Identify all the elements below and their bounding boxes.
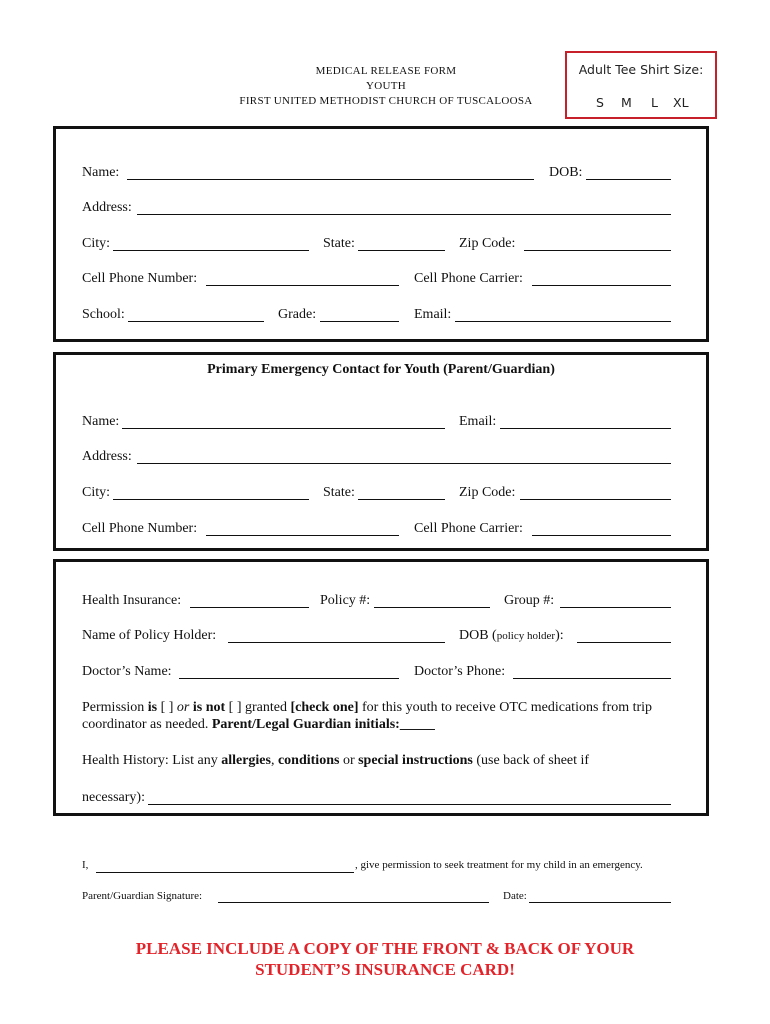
shirt-size-xl[interactable]: XL (673, 95, 689, 110)
necessary-label: necessary): (82, 790, 145, 805)
youth-grade-label: Grade: (278, 307, 317, 322)
youth-state-field[interactable] (358, 250, 445, 251)
health-history-field[interactable] (148, 804, 671, 805)
shirt-size-title: Adult Tee Shirt Size: (578, 62, 704, 77)
youth-address-label: Address: (82, 200, 132, 215)
contact-state-field[interactable] (358, 499, 445, 500)
contact-email-field[interactable] (500, 428, 671, 429)
policy-holder-field[interactable] (228, 642, 445, 643)
contact-cell-number-field[interactable] (206, 535, 399, 536)
date-label: Date: (503, 890, 527, 902)
contact-cell-carrier-label: Cell Phone Carrier: (414, 521, 523, 536)
contact-address-label: Address: (82, 449, 132, 464)
contact-email-label: Email: (459, 414, 497, 429)
youth-zip-label: Zip Code: (459, 236, 516, 251)
doctor-name-label: Doctor’s Name: (82, 664, 172, 679)
youth-dob-field[interactable] (586, 179, 671, 180)
doctor-phone-label: Doctor’s Phone: (414, 664, 506, 679)
contact-address-field[interactable] (137, 463, 671, 464)
contact-zip-label: Zip Code: (459, 485, 516, 500)
notice-line-1: PLEASE INCLUDE A COPY OF THE FRONT & BACK OF YOUR (135, 939, 635, 958)
contact-zip-field[interactable] (520, 499, 671, 500)
youth-zip-field[interactable] (524, 250, 671, 251)
youth-city-field[interactable] (113, 250, 309, 251)
youth-school-label: School: (82, 307, 125, 322)
shirt-size-s[interactable]: S (596, 95, 604, 110)
form-title: MEDICAL RELEASE FORM (315, 65, 457, 77)
notice-line-2: STUDENT’S INSURANCE CARD! (255, 960, 515, 979)
youth-city-label: City: (82, 236, 111, 251)
shirt-size-m[interactable]: M (621, 95, 632, 110)
form-header (200, 64, 572, 109)
youth-grade-field[interactable] (320, 321, 399, 322)
consent-name-field[interactable] (96, 872, 354, 873)
youth-dob-label: DOB: (549, 165, 583, 180)
holder-dob-field[interactable] (577, 642, 671, 643)
consent-i-label: I, (82, 859, 89, 871)
contact-city-field[interactable] (113, 499, 309, 500)
date-field[interactable] (529, 902, 671, 903)
group-field[interactable] (560, 607, 671, 608)
youth-name-field[interactable] (127, 179, 534, 180)
youth-info-section (53, 126, 709, 342)
youth-name-label: Name: (82, 165, 120, 180)
group-label: Group #: (504, 593, 555, 608)
contact-name-label: Name: (82, 414, 120, 429)
policy-field[interactable] (374, 607, 490, 608)
youth-address-field[interactable] (137, 214, 671, 215)
youth-school-field[interactable] (128, 321, 264, 322)
policy-label: Policy #: (320, 593, 371, 608)
youth-cell-number-field[interactable] (206, 285, 399, 286)
insurance-card-notice (60, 938, 710, 980)
youth-email-field[interactable] (455, 321, 671, 322)
youth-cell-carrier-label: Cell Phone Carrier: (414, 271, 523, 286)
youth-state-label: State: (323, 236, 355, 251)
doctor-phone-field[interactable] (513, 678, 671, 679)
signature-label: Parent/Guardian Signature: (82, 890, 203, 902)
youth-cell-carrier-field[interactable] (532, 285, 671, 286)
insurance-field[interactable] (190, 607, 309, 608)
signature-field[interactable] (218, 902, 489, 903)
emergency-contact-title: Primary Emergency Contact for Youth (Parent/Guardian) (207, 362, 555, 377)
contact-name-field[interactable] (122, 428, 445, 429)
youth-cell-number-label: Cell Phone Number: (82, 271, 198, 286)
contact-cell-carrier-field[interactable] (532, 535, 671, 536)
health-history-text: Health History: List any allergies, conditions or special instructions (use back of sheet if (82, 753, 590, 768)
church-name: FIRST UNITED METHODIST CHURCH OF TUSCALOOSA (239, 95, 533, 107)
contact-state-label: State: (323, 485, 355, 500)
insurance-label: Health Insurance: (82, 593, 182, 608)
holder-dob-label: DOB (policy holder): (459, 628, 564, 643)
form-subtitle: YOUTH (366, 80, 406, 92)
doctor-name-field[interactable] (179, 678, 399, 679)
otc-permission-text: Permission is [ ] or is not [ ] granted [check one] for this youth to receive OTC medications from trip coordinator as needed. Parent/Legal Guardian initials:_____ (82, 700, 653, 732)
youth-email-label: Email: (414, 307, 452, 322)
shirt-size-box (565, 51, 717, 119)
consent-text: , give permission to seek treatment for my child in an emergency. (355, 859, 643, 871)
contact-cell-number-label: Cell Phone Number: (82, 521, 198, 536)
policy-holder-label: Name of Policy Holder: (82, 628, 217, 643)
shirt-size-l[interactable]: L (651, 95, 658, 110)
contact-city-label: City: (82, 485, 111, 500)
